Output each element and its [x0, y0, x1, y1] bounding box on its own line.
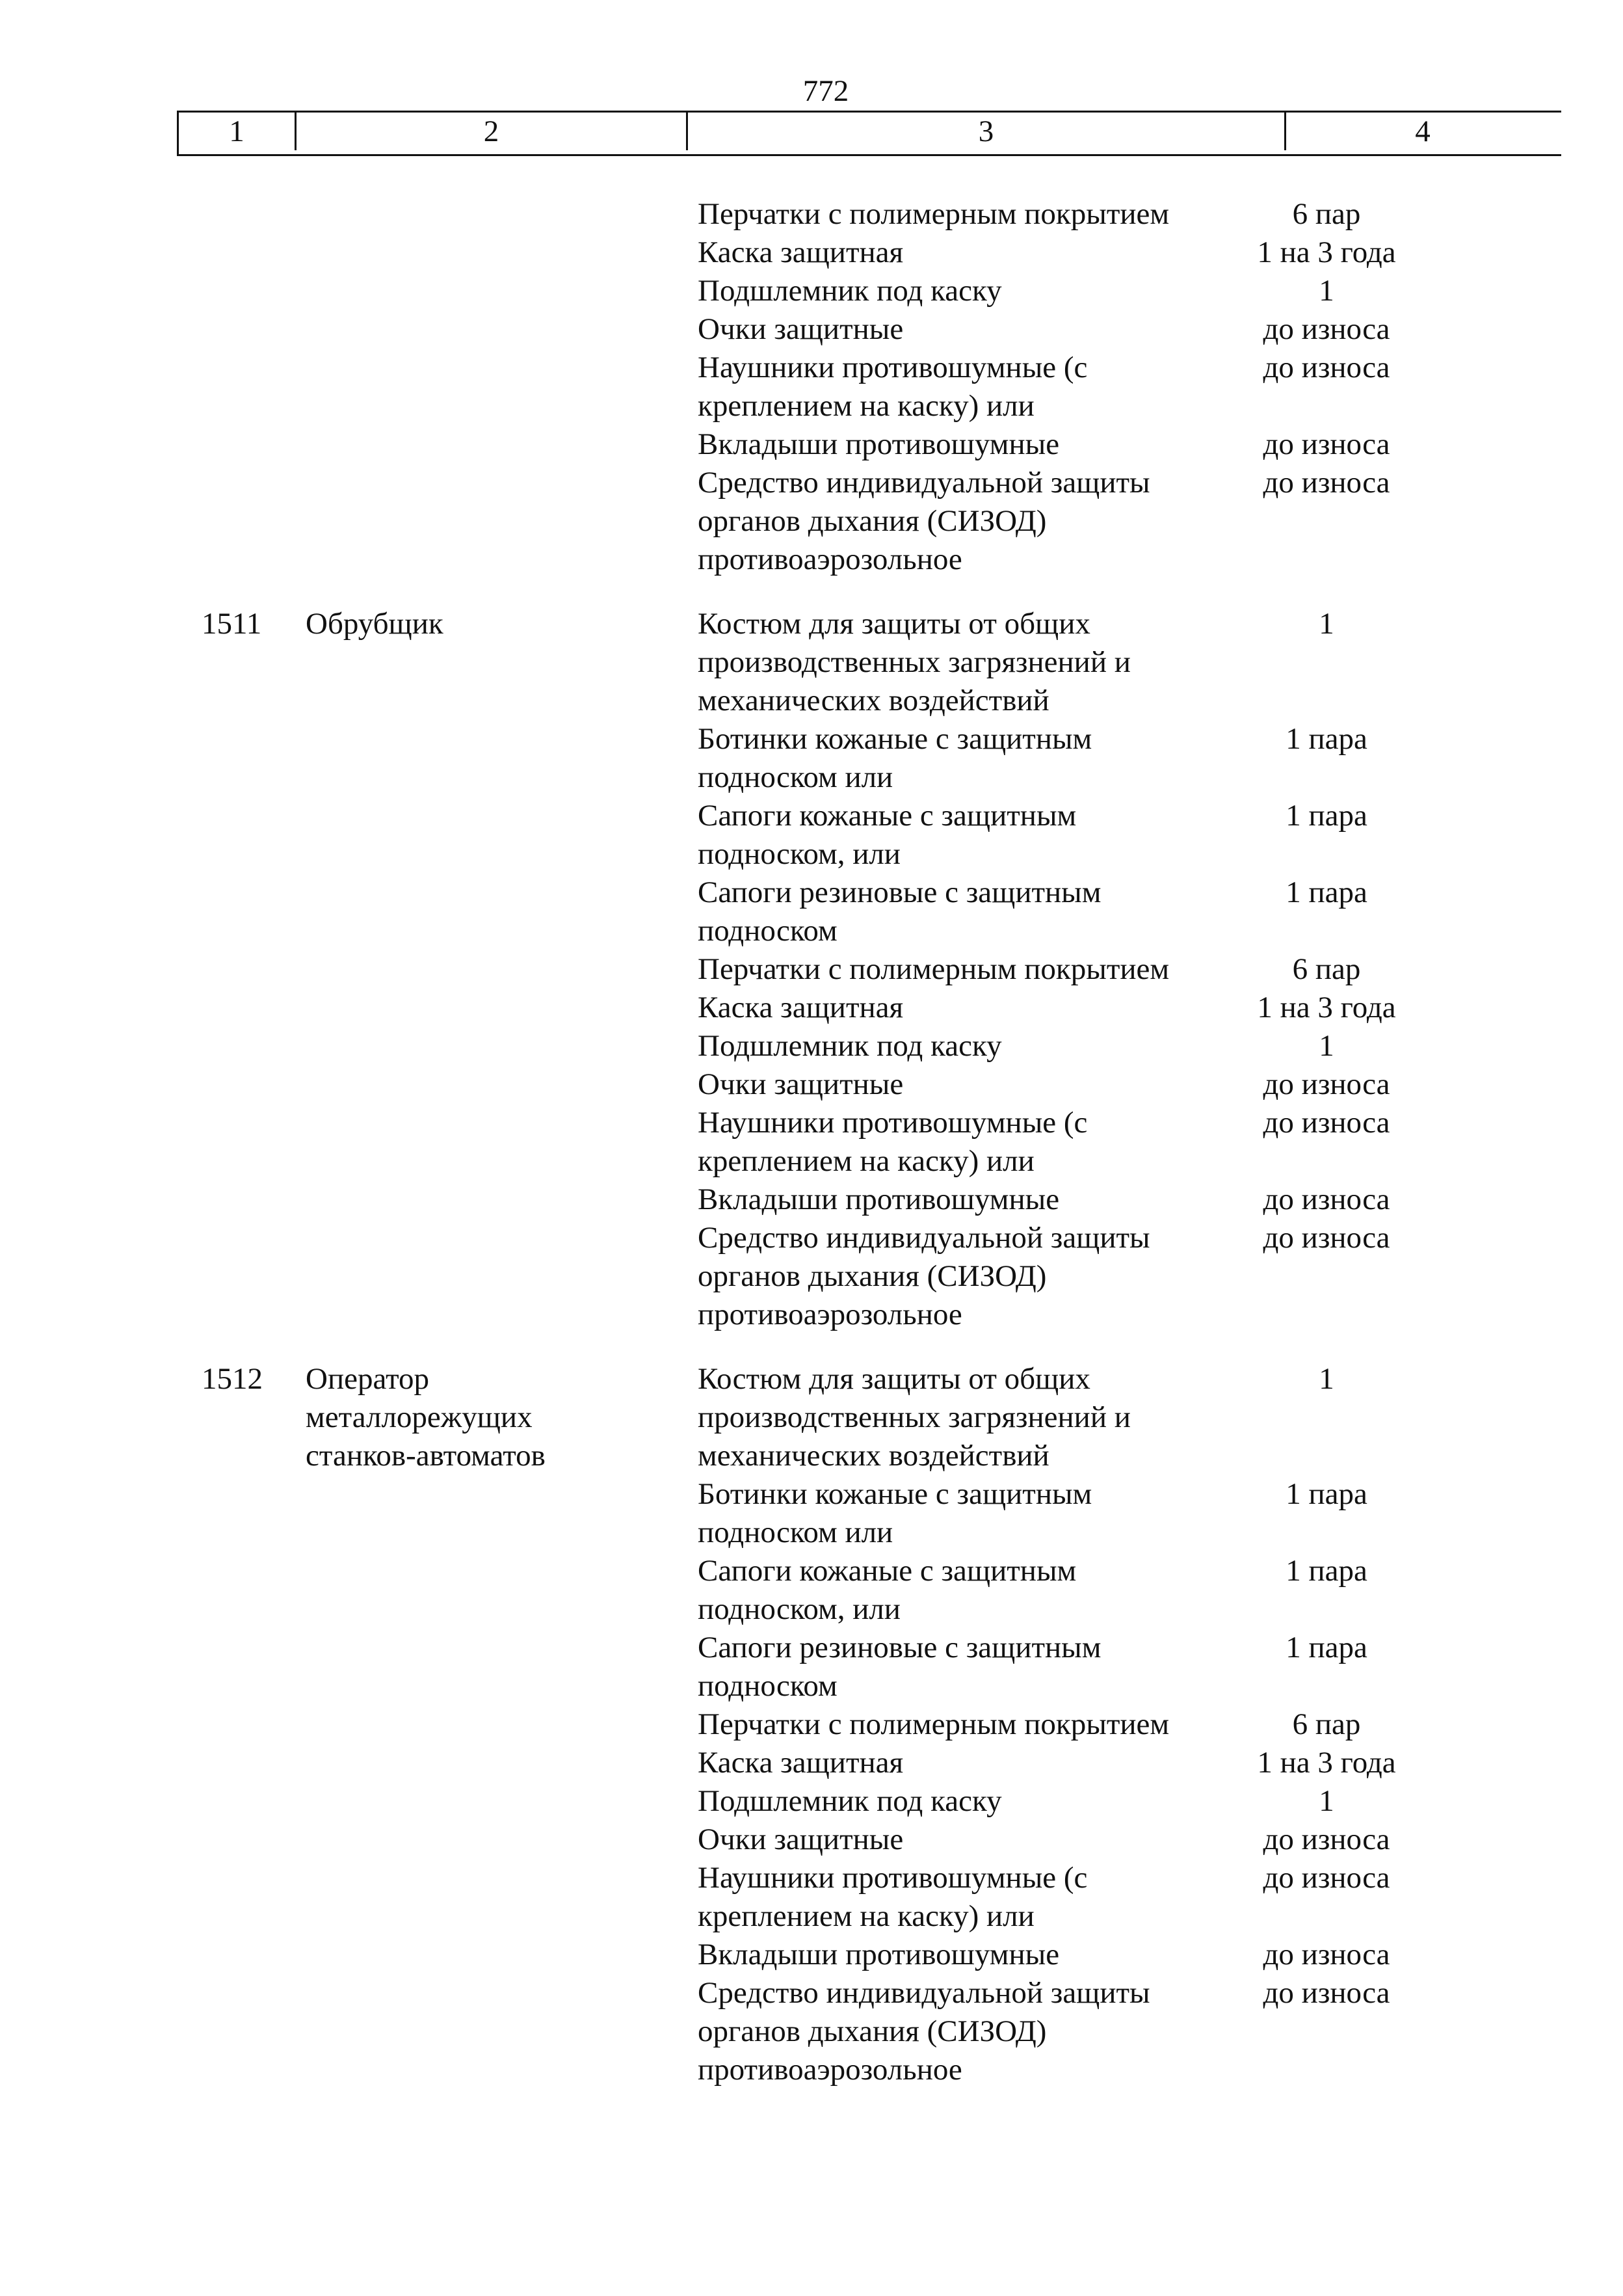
entry-1-number: 1512 [202, 1362, 263, 1396]
continuation-item-3-line-0: Очки защитные [698, 312, 904, 346]
entry-1-name-line-1: металлорежущих [306, 1400, 533, 1434]
entry-0-item-8-line-1: креплением на каску) или [698, 1144, 1035, 1178]
entry-0-item-9-norm: до износа [1263, 1182, 1390, 1216]
entry-0-item-7-line-0: Очки защитные [698, 1067, 904, 1101]
continuation-item-1-line-0: Каска защитная [698, 235, 904, 269]
entry-0-item-5-norm: 1 на 3 года [1257, 991, 1396, 1024]
entry-0-item-6-line-0: Подшлемник под каску [698, 1029, 1002, 1063]
entry-0-item-2-line-0: Сапоги кожаные с защитным [698, 799, 1077, 833]
entry-1-item-8-line-1: креплением на каску) или [698, 1899, 1035, 1933]
entry-0-item-5-line-0: Каска защитная [698, 991, 904, 1024]
entry-0-item-0-line-1: производственных загрязнений и [698, 645, 1131, 679]
continuation-item-2-norm: 1 [1319, 274, 1334, 308]
entry-1-name-line-2: станков-автоматов [306, 1439, 546, 1473]
entry-0-item-1-norm: 1 пара [1286, 722, 1367, 756]
entry-0-item-10-line-1: органов дыхания (СИЗОД) [698, 1259, 1047, 1293]
entry-1-item-0-line-2: механических воздействий [698, 1439, 1049, 1473]
entry-0-item-8-norm: до износа [1263, 1106, 1390, 1140]
entry-0-item-6-norm: 1 [1319, 1029, 1334, 1063]
continuation-item-6-line-0: Средство индивидуальной защиты [698, 466, 1150, 500]
entry-1-item-2-line-0: Сапоги кожаные с защитным [698, 1554, 1077, 1588]
entry-1-name-line-0: Оператор [306, 1362, 430, 1396]
entry-0-name-line-0: Обрубщик [306, 607, 443, 641]
continuation-item-1-norm: 1 на 3 года [1257, 235, 1396, 269]
entry-0-item-0-norm: 1 [1319, 607, 1334, 641]
entry-1-item-3-norm: 1 пара [1286, 1631, 1367, 1664]
continuation-item-6-line-1: органов дыхания (СИЗОД) [698, 504, 1047, 538]
entry-1-item-0-norm: 1 [1319, 1362, 1334, 1396]
entry-0-item-10-line-0: Средство индивидуальной защиты [698, 1221, 1150, 1255]
entry-1-item-10-line-1: органов дыхания (СИЗОД) [698, 2014, 1047, 2048]
entry-0-number: 1511 [202, 607, 262, 641]
header-column-3: 3 [688, 113, 1286, 150]
entry-1-item-5-line-0: Каска защитная [698, 1746, 904, 1780]
entry-0-item-0-line-2: механических воздействий [698, 684, 1049, 717]
entry-1-item-3-line-0: Сапоги резиновые с защитным [698, 1631, 1102, 1664]
entry-1-item-2-line-1: подноском, или [698, 1592, 901, 1626]
continuation-item-0-line-0: Перчатки с полимерным покрытием [698, 197, 1170, 231]
entry-1-item-0-line-0: Костюм для защиты от общих [698, 1362, 1090, 1396]
entry-0-item-3-norm: 1 пара [1286, 875, 1367, 909]
entry-0-item-3-line-1: подноском [698, 914, 838, 948]
entry-0-item-10-line-2: противоаэрозольное [698, 1298, 962, 1331]
entry-1-item-0-line-1: производственных загрязнений и [698, 1400, 1131, 1434]
entry-1-item-2-norm: 1 пара [1286, 1554, 1367, 1588]
continuation-item-4-line-1: креплением на каску) или [698, 389, 1035, 423]
entry-1-item-9-norm: до износа [1263, 1938, 1390, 1971]
entry-1-item-1-line-1: подноском или [698, 1515, 893, 1549]
continuation-item-5-norm: до износа [1263, 427, 1390, 461]
entry-0-item-2-norm: 1 пара [1286, 799, 1367, 833]
entry-1-item-7-line-0: Очки защитные [698, 1822, 904, 1856]
continuation-item-3-norm: до износа [1263, 312, 1390, 346]
entry-0-item-1-line-1: подноском или [698, 760, 893, 794]
entry-1-item-4-norm: 6 пар [1292, 1707, 1361, 1741]
page-number: 772 [802, 74, 849, 108]
entry-0-item-3-line-0: Сапоги резиновые с защитным [698, 875, 1102, 909]
continuation-item-6-norm: до износа [1263, 466, 1390, 500]
entry-0-item-2-line-1: подноском, или [698, 837, 901, 871]
entry-1-item-8-norm: до износа [1263, 1861, 1390, 1895]
continuation-item-6-line-2: противоаэрозольное [698, 542, 962, 576]
continuation-item-0-norm: 6 пар [1292, 197, 1361, 231]
entry-1-item-6-line-0: Подшлемник под каску [698, 1784, 1002, 1818]
continuation-item-2-line-0: Подшлемник под каску [698, 274, 1002, 308]
entry-1-item-10-norm: до износа [1263, 1976, 1390, 2010]
continuation-item-4-norm: до износа [1263, 351, 1390, 384]
continuation-item-4-line-0: Наушники противошумные (с [698, 351, 1088, 384]
entry-0-item-8-line-0: Наушники противошумные (с [698, 1106, 1088, 1140]
entry-0-item-4-line-0: Перчатки с полимерным покрытием [698, 952, 1170, 986]
entry-1-item-5-norm: 1 на 3 года [1257, 1746, 1396, 1780]
entry-1-item-1-line-0: Ботинки кожаные с защитным [698, 1477, 1092, 1511]
entry-1-item-6-norm: 1 [1319, 1784, 1334, 1818]
entry-0-item-10-norm: до износа [1263, 1221, 1390, 1255]
entry-1-item-10-line-0: Средство индивидуальной защиты [698, 1976, 1150, 2010]
entry-0-item-4-norm: 6 пар [1292, 952, 1361, 986]
entry-1-item-8-line-0: Наушники противошумные (с [698, 1861, 1088, 1895]
entry-0-item-9-line-0: Вкладыши противошумные [698, 1182, 1060, 1216]
entry-1-item-3-line-1: подноском [698, 1669, 838, 1703]
header-column-1: 1 [179, 113, 297, 150]
entry-1-item-7-norm: до износа [1263, 1822, 1390, 1856]
entry-0-item-7-norm: до износа [1263, 1067, 1390, 1101]
entry-1-item-9-line-0: Вкладыши противошумные [698, 1938, 1060, 1971]
entry-0-item-1-line-0: Ботинки кожаные с защитным [698, 722, 1092, 756]
entry-1-item-4-line-0: Перчатки с полимерным покрытием [698, 1707, 1170, 1741]
entry-1-item-1-norm: 1 пара [1286, 1477, 1367, 1511]
entry-1-item-10-line-2: противоаэрозольное [698, 2053, 962, 2087]
header-column-2: 2 [297, 113, 688, 150]
entry-0-item-0-line-0: Костюм для защиты от общих [698, 607, 1090, 641]
header-column-4: 4 [1415, 114, 1431, 148]
continuation-item-5-line-0: Вкладыши противошумные [698, 427, 1060, 461]
